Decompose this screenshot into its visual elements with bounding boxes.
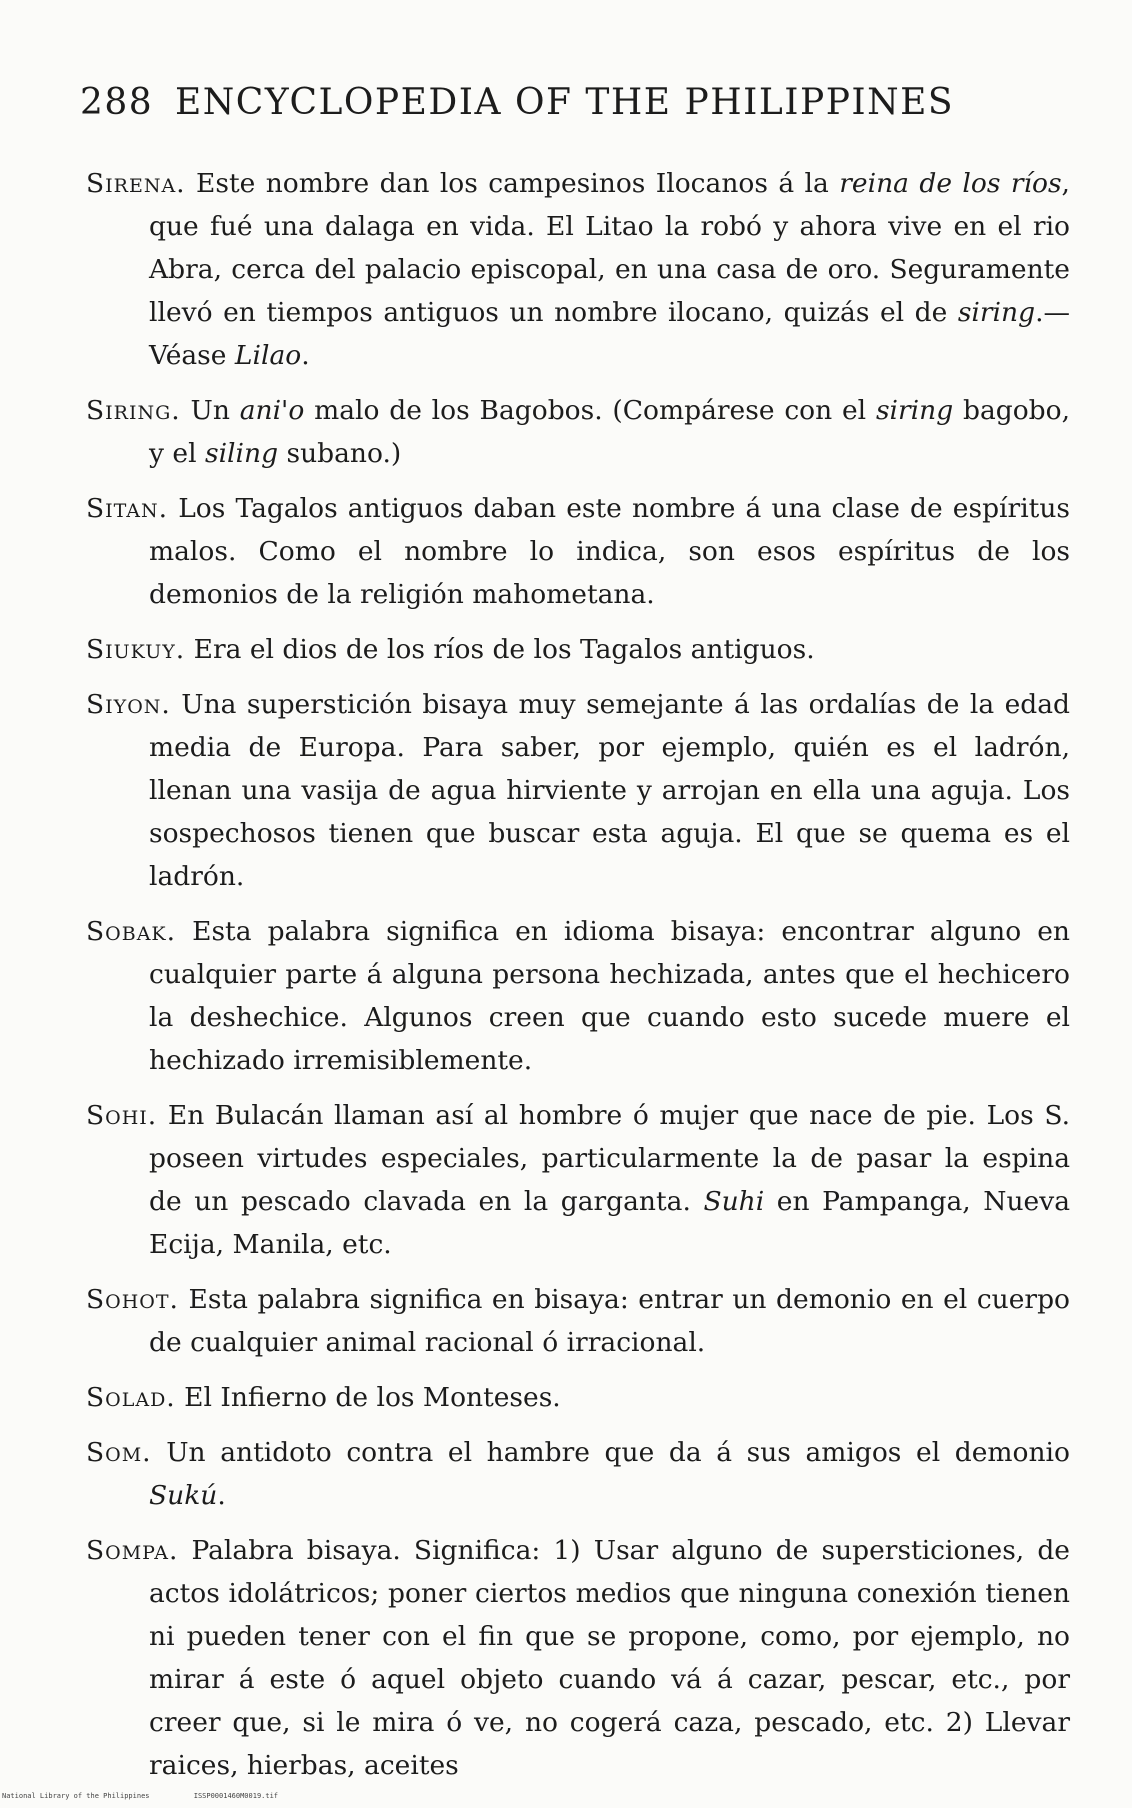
scan-file-id: ISSP0001460M0019.tif (193, 1792, 279, 1800)
entry-text: En Bulacán llaman así al hombre ó mujer que nace de pie. Los S. poseen virtudes especiales, particularmente la de pasar la espina de un pescado clavada en la garganta. (149, 1100, 1070, 1217)
entry-headword: Sohot. (86, 1284, 179, 1315)
entry-headword: Sohi. (86, 1100, 158, 1131)
entry-text: malo de los Bagobos. (Compárese con el (304, 395, 876, 426)
entry-headword: Som. (86, 1437, 152, 1468)
entry-text: subano.) (278, 438, 402, 469)
entry-italic-term: Lilao (234, 340, 302, 371)
entry-text: Una superstición bisaya muy semejante á las ordalías de la edad media de Europa. Para saber, por ejemplo, quién es el ladrón, llenan una vasija de agua hirviente y arrojan en ella una aguja. Los sospechosos tienen que buscar esta aguja. El que se quema es el ladrón. (149, 689, 1070, 892)
entry-headword: Solad. (86, 1382, 176, 1413)
entry-headword: Siukuy. (86, 634, 186, 665)
entry-italic-term: siling (204, 438, 279, 469)
entry-text: .—Véase (149, 297, 1070, 371)
library-credit: National Library of the Philippines (2, 1792, 150, 1800)
entry-text: . (301, 340, 310, 371)
entry-siring (86, 389, 1070, 475)
entry-sitan (86, 487, 1070, 616)
entry-italic-term: siring (875, 395, 954, 426)
entry-text: Palabra bisaya. Significa: 1) Usar alguno de supersticiones, de actos idolátricos; poner ciertos medios que ninguna conexión tienen ni pueden tener con el fin que se propone, como, por ejemplo, no mirar á este ó aquel objeto cuando vá á cazar, pescar, etc., por creer que, si le mira ó ve, no cogerá caza, pescado, etc. 2) Llevar raices, hierbas, aceites (149, 1535, 1070, 1781)
entry-headword: Sirena. (86, 168, 186, 199)
entry-text: , que fué una dalaga en vida. El Litao la robó y ahora vive en el rio Abra, cerca del palacio episcopal, en una casa de oro. Seguramente llevó en tiempos antiguos un nombre ilocano, quizás el de (149, 168, 1070, 328)
entry-text: . (217, 1480, 226, 1511)
entry-siukuy (86, 628, 1070, 671)
scan-footer (0, 1792, 1132, 1806)
entry-sohot (86, 1278, 1070, 1364)
entry-sirena (86, 162, 1070, 377)
entry-italic-term: Sukú (149, 1480, 218, 1511)
entry-headword: Sompa. (86, 1535, 179, 1566)
entry-text: bagobo, y el (149, 395, 1071, 469)
entry-text: El Infierno de los Monteses. (175, 1382, 561, 1413)
entry-text: en Pampanga, Nueva Ecija, Manila, etc. (149, 1186, 1070, 1260)
entry-text: Los Tagalos antiguos daban este nombre á una clase de espíritus malos. Como el nombre lo indica, son esos espíritus de los demonios de la religión mahometana. (149, 493, 1070, 610)
entry-text: Un antidoto contra el hambre que da á sus amigos el demonio (151, 1437, 1070, 1468)
entry-som (86, 1431, 1070, 1517)
entry-italic-term: Suhi (703, 1186, 765, 1217)
running-title: ENCYCLOPEDIA OF THE PHILIPPINES (175, 82, 955, 123)
entry-sohi (86, 1094, 1070, 1266)
entry-text: Este nombre dan los campesinos Ilocanos á la (185, 168, 840, 199)
entry-text: Esta palabra significa en idioma bisaya: encontrar alguno en cualquier parte á alguna persona hechizada, antes que el hechicero la deshechice. Algunos creen que cuando esto sucede muere el hechizado irremisiblemente. (149, 916, 1070, 1076)
running-header (80, 82, 960, 130)
entry-headword: Sitan. (86, 493, 169, 524)
page-number: 288 (80, 82, 154, 123)
dictionary-entries (86, 162, 1070, 1799)
entry-sompa (86, 1529, 1070, 1787)
entry-headword: Siring. (86, 395, 181, 426)
entry-siyon (86, 683, 1070, 898)
entry-headword: Siyon. (86, 689, 171, 720)
entry-text: Un (180, 395, 240, 426)
entry-italic-term: siring (957, 297, 1036, 328)
entry-text: Era el dios de los ríos de los Tagalos antiguos. (185, 634, 815, 665)
entry-italic-term: reina de los ríos (839, 168, 1062, 199)
entry-solad (86, 1376, 1070, 1419)
entry-italic-term: ani'o (239, 395, 305, 426)
entry-text: Esta palabra significa en bisaya: entrar un demonio en el cuerpo de cualquier animal racional ó irracional. (149, 1284, 1070, 1358)
entry-sobak (86, 910, 1070, 1082)
entry-headword: Sobak. (86, 916, 177, 947)
